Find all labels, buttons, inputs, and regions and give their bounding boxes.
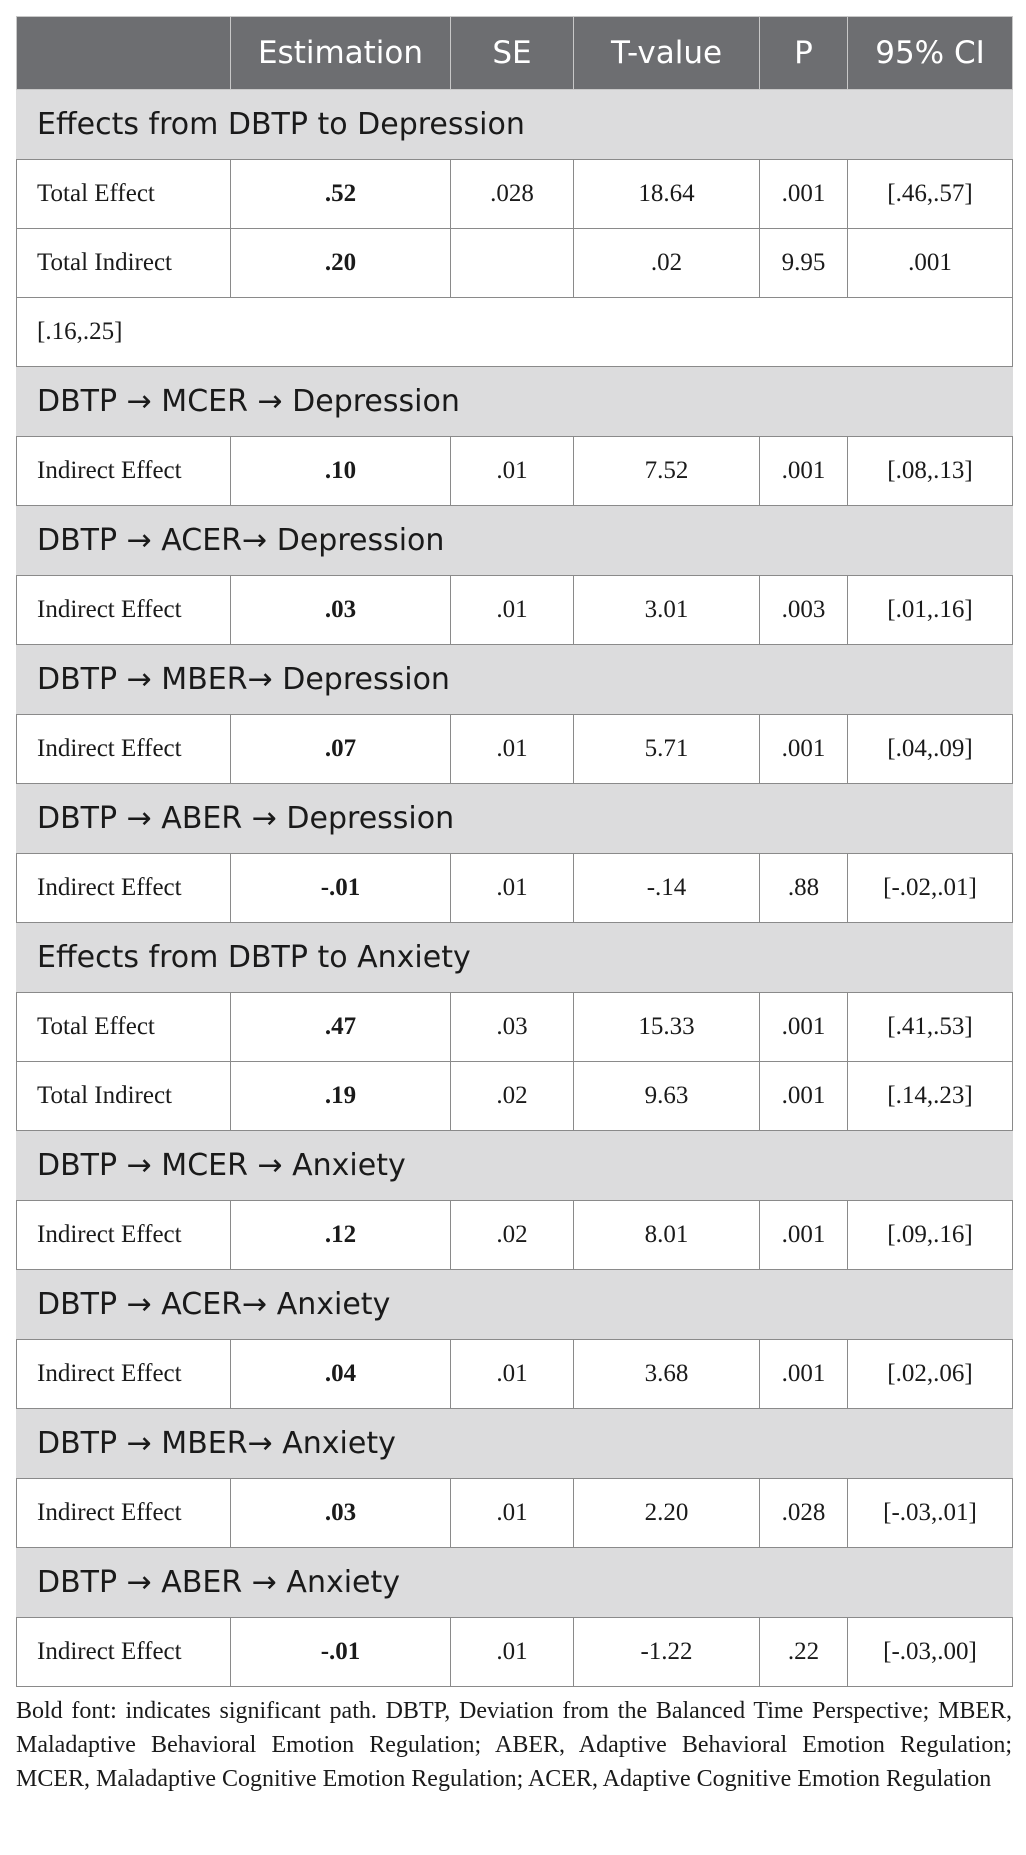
p-cell: .003	[760, 576, 848, 645]
p-cell: .001	[760, 993, 848, 1062]
ci-cell: [.41,.53]	[848, 993, 1013, 1062]
table-row	[17, 1201, 1013, 1270]
section-title: DBTP → MCER → Anxiety	[17, 1131, 1013, 1201]
overflow-ci-cell: [.16,.25]	[17, 298, 1013, 367]
t-value-cell: 8.01	[574, 1201, 760, 1270]
overflow-row	[17, 298, 1013, 367]
section-title: DBTP → ACER→ Depression	[17, 506, 1013, 576]
section-title: DBTP → ABER → Anxiety	[17, 1548, 1013, 1618]
p-cell: .001	[760, 715, 848, 784]
t-value-cell: 3.68	[574, 1340, 760, 1409]
section-header-row	[17, 1131, 1013, 1201]
estimation-cell: .03	[231, 1479, 451, 1548]
p-cell: .001	[760, 1340, 848, 1409]
section-title: DBTP → MCER → Depression	[17, 367, 1013, 437]
estimation-cell: .04	[231, 1340, 451, 1409]
t-value-cell: 7.52	[574, 437, 760, 506]
t-value-cell: -.14	[574, 854, 760, 923]
row-label: Indirect Effect	[17, 1201, 231, 1270]
header-t-value: T-value	[574, 17, 760, 90]
p-cell: .88	[760, 854, 848, 923]
p-cell: .22	[760, 1618, 848, 1687]
section-header-row	[17, 90, 1013, 160]
header-ci: 95% CI	[848, 17, 1013, 90]
estimation-cell: .10	[231, 437, 451, 506]
section-header-row	[17, 367, 1013, 437]
section-title: DBTP → ACER→ Anxiety	[17, 1270, 1013, 1340]
ci-cell: [.46,.57]	[848, 160, 1013, 229]
t-value-cell: 15.33	[574, 993, 760, 1062]
se-cell: .01	[451, 576, 574, 645]
se-cell: .01	[451, 715, 574, 784]
table-row	[17, 993, 1013, 1062]
estimation-cell: .12	[231, 1201, 451, 1270]
se-cell	[451, 229, 574, 298]
se-cell: .01	[451, 1340, 574, 1409]
table-row	[17, 229, 1013, 298]
section-title: Effects from DBTP to Anxiety	[17, 923, 1013, 993]
row-label: Indirect Effect	[17, 1479, 231, 1548]
se-cell: .02	[451, 1201, 574, 1270]
t-value-cell: -1.22	[574, 1618, 760, 1687]
se-cell: .028	[451, 160, 574, 229]
t-value-cell: 5.71	[574, 715, 760, 784]
section-title: DBTP → ABER → Depression	[17, 784, 1013, 854]
p-cell: .028	[760, 1479, 848, 1548]
table-row	[17, 1340, 1013, 1409]
ci-cell: [.09,.16]	[848, 1201, 1013, 1270]
row-label: Total Indirect	[17, 1062, 231, 1131]
mediation-results-table	[16, 16, 1013, 1687]
ci-cell: [.14,.23]	[848, 1062, 1013, 1131]
section-title: DBTP → MBER→ Depression	[17, 645, 1013, 715]
section-title: DBTP → MBER→ Anxiety	[17, 1409, 1013, 1479]
ci-cell: [.04,.09]	[848, 715, 1013, 784]
ci-cell: [.02,.06]	[848, 1340, 1013, 1409]
row-label: Indirect Effect	[17, 1340, 231, 1409]
p-cell: 9.95	[760, 229, 848, 298]
table-row	[17, 576, 1013, 645]
section-header-row	[17, 923, 1013, 993]
row-label: Indirect Effect	[17, 437, 231, 506]
t-value-cell: 9.63	[574, 1062, 760, 1131]
section-header-row	[17, 784, 1013, 854]
row-label: Indirect Effect	[17, 715, 231, 784]
table-footnote: Bold font: indicates significant path. DBTP, Deviation from the Balanced Time Perspective; MBER, Maladaptive Behavioral Emotion Regulation; ABER, Adaptive Behavioral Emotion Regulation; MCER, Maladaptive Cognitive Emotion Regulation; ACER, Adaptive Cognitive Emotion Regulation	[16, 1698, 1012, 1792]
estimation-cell: .47	[231, 993, 451, 1062]
header-se: SE	[451, 17, 574, 90]
estimation-cell: .03	[231, 576, 451, 645]
se-cell: .03	[451, 993, 574, 1062]
ci-cell: .001	[848, 229, 1013, 298]
table-row	[17, 437, 1013, 506]
ci-cell: [-.03,.01]	[848, 1479, 1013, 1548]
estimation-cell: .52	[231, 160, 451, 229]
se-cell: .02	[451, 1062, 574, 1131]
row-label: Indirect Effect	[17, 1618, 231, 1687]
section-header-row	[17, 1270, 1013, 1340]
table-row	[17, 715, 1013, 784]
table-row	[17, 1062, 1013, 1131]
p-cell: .001	[760, 1201, 848, 1270]
t-value-cell: 3.01	[574, 576, 760, 645]
row-label: Total Effect	[17, 993, 231, 1062]
se-cell: .01	[451, 1618, 574, 1687]
table-row	[17, 1618, 1013, 1687]
p-cell: .001	[760, 1062, 848, 1131]
section-header-row	[17, 506, 1013, 576]
section-title: Effects from DBTP to Depression	[17, 90, 1013, 160]
table-row	[17, 1479, 1013, 1548]
se-cell: .01	[451, 437, 574, 506]
row-label: Indirect Effect	[17, 576, 231, 645]
table-row	[17, 160, 1013, 229]
estimation-cell: -.01	[231, 854, 451, 923]
section-header-row	[17, 1409, 1013, 1479]
ci-cell: [.01,.16]	[848, 576, 1013, 645]
estimation-cell: .07	[231, 715, 451, 784]
se-cell: .01	[451, 1479, 574, 1548]
ci-cell: [.08,.13]	[848, 437, 1013, 506]
t-value-cell: .02	[574, 229, 760, 298]
section-header-row	[17, 1548, 1013, 1618]
header-row	[17, 17, 1013, 90]
table-body	[17, 90, 1013, 1687]
table-row	[17, 854, 1013, 923]
ci-cell: [-.03,.00]	[848, 1618, 1013, 1687]
t-value-cell: 18.64	[574, 160, 760, 229]
header-p: P	[760, 17, 848, 90]
p-cell: .001	[760, 160, 848, 229]
ci-cell: [-.02,.01]	[848, 854, 1013, 923]
t-value-cell: 2.20	[574, 1479, 760, 1548]
header-blank	[17, 17, 231, 90]
estimation-cell: .19	[231, 1062, 451, 1131]
header-estimation: Estimation	[231, 17, 451, 90]
row-label: Total Effect	[17, 160, 231, 229]
table-header	[17, 17, 1013, 90]
results-table-container	[16, 16, 1012, 1687]
section-header-row	[17, 645, 1013, 715]
p-cell: .001	[760, 437, 848, 506]
row-label: Total Indirect	[17, 229, 231, 298]
estimation-cell: -.01	[231, 1618, 451, 1687]
row-label: Indirect Effect	[17, 854, 231, 923]
estimation-cell: .20	[231, 229, 451, 298]
se-cell: .01	[451, 854, 574, 923]
